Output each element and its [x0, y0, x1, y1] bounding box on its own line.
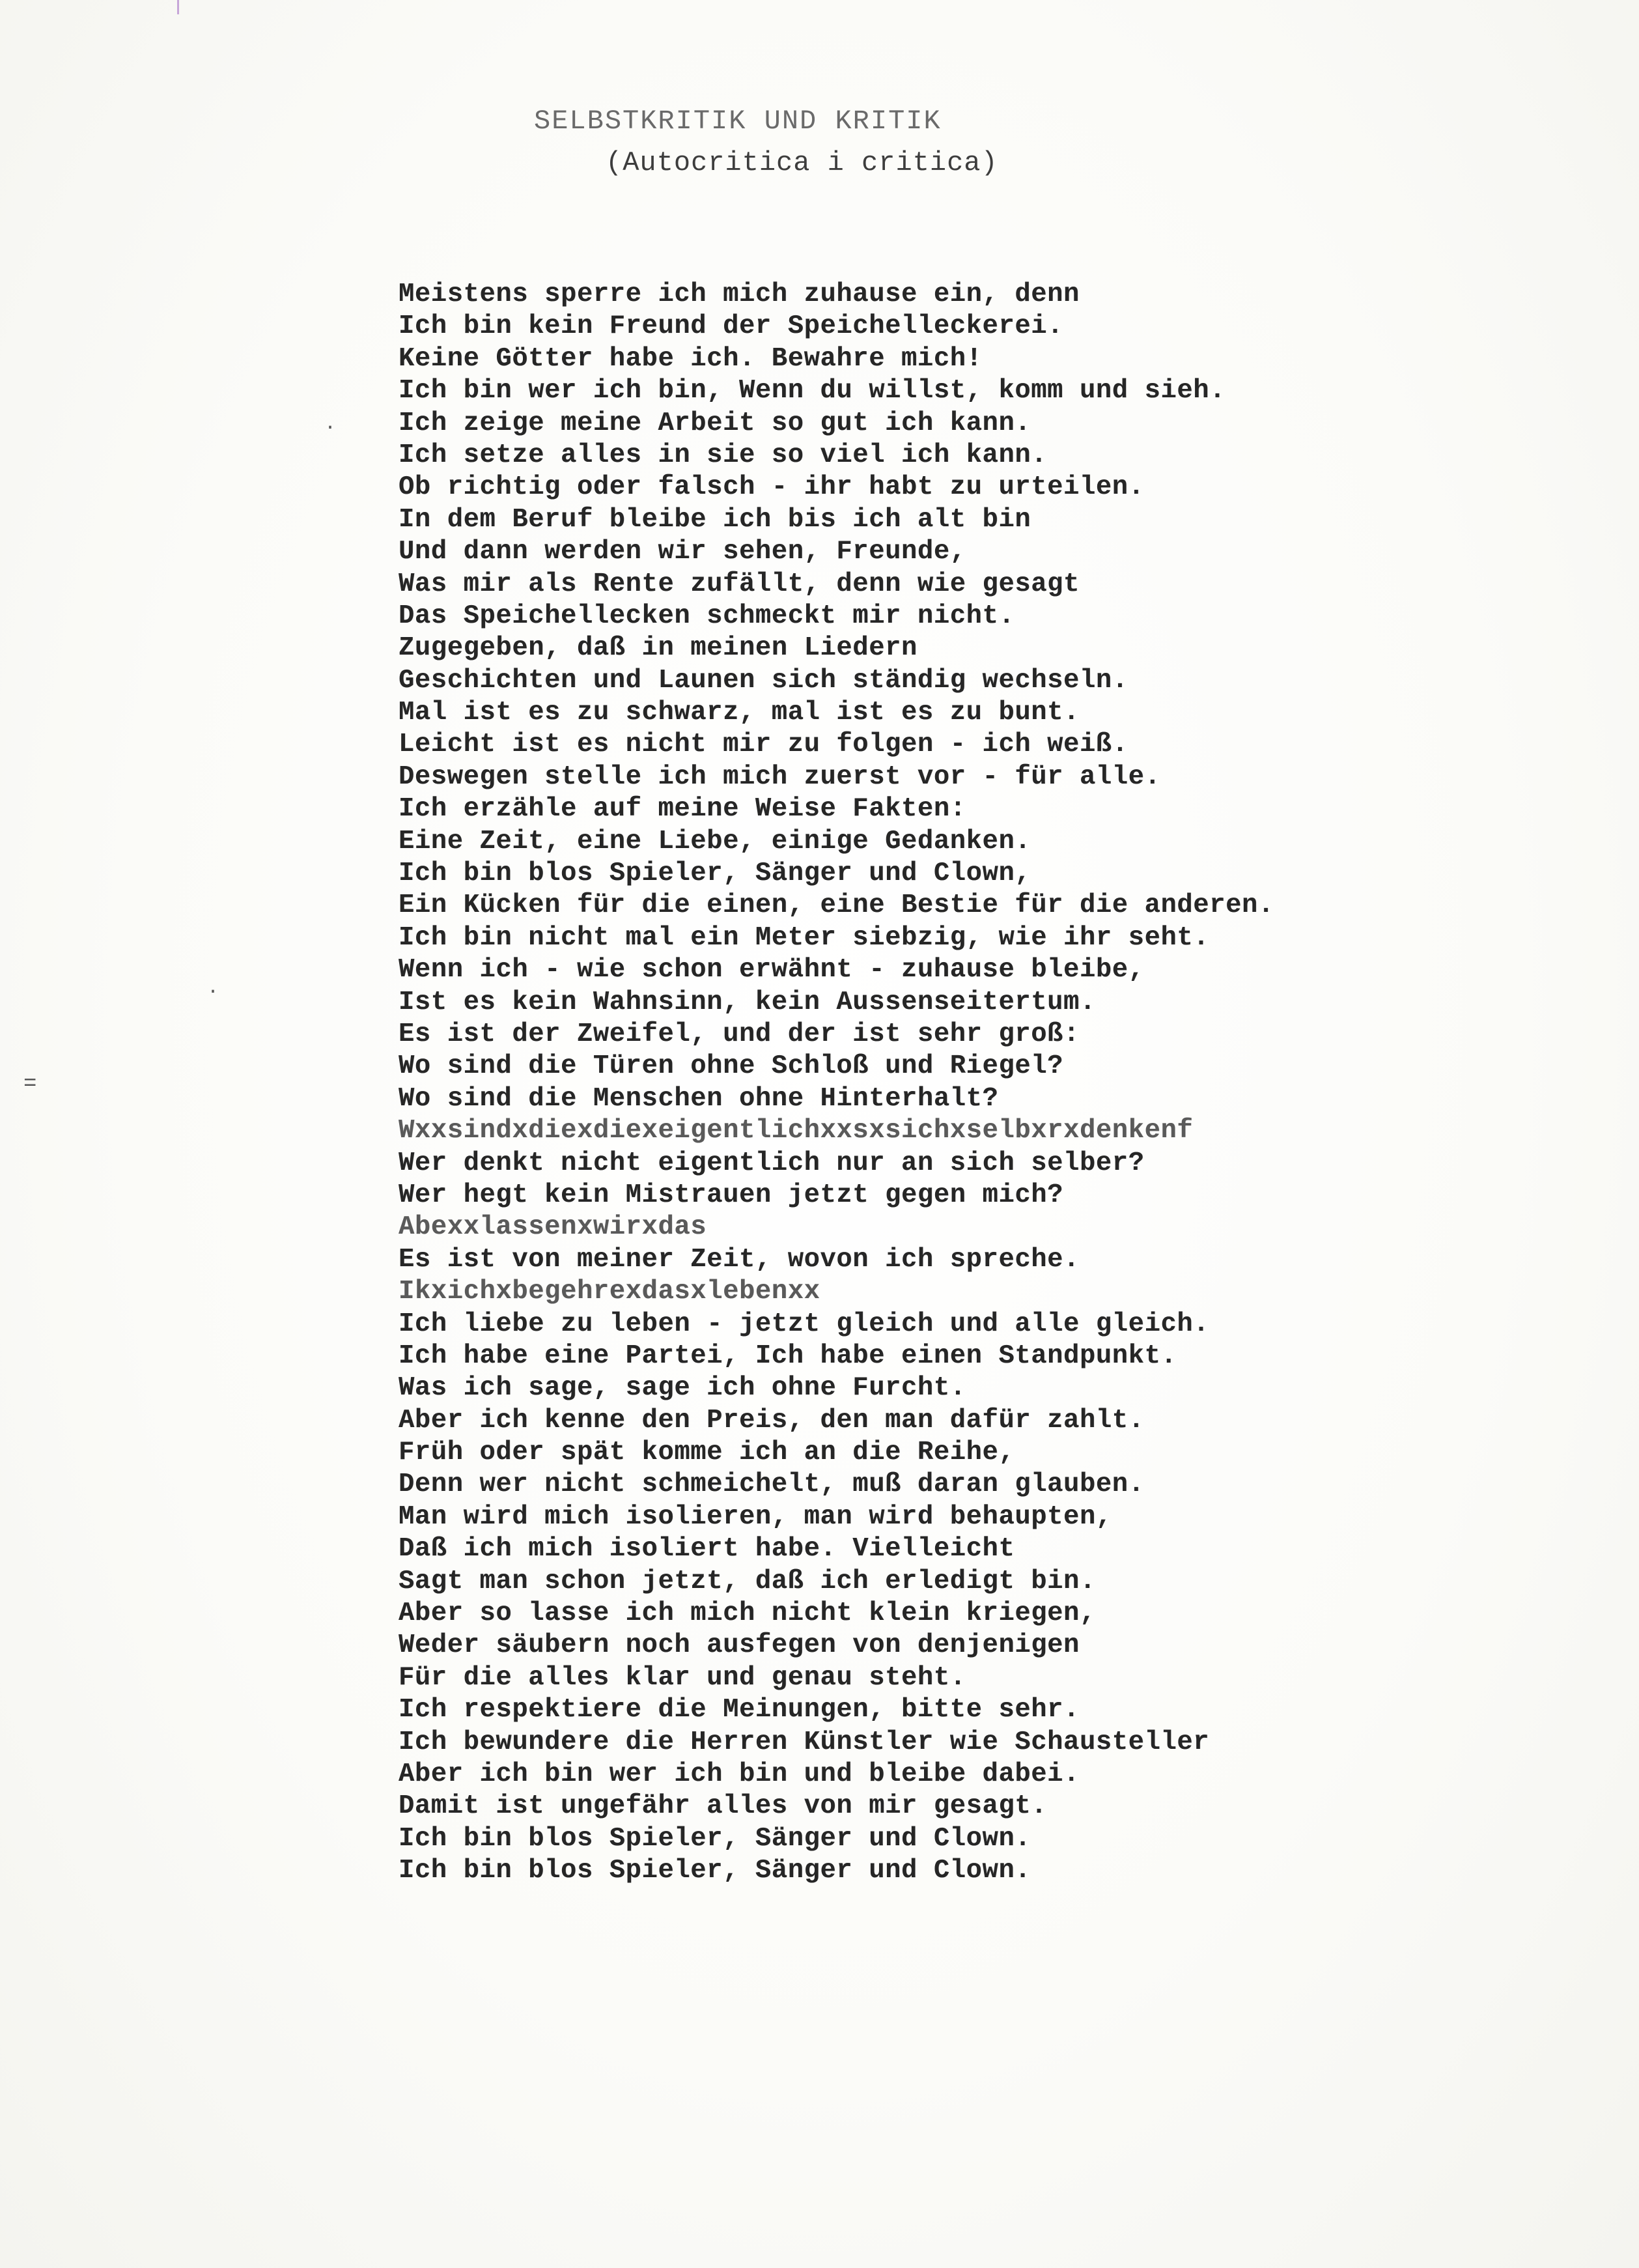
poem-line: Früh oder spät komme ich an die Reihe,: [399, 1438, 1015, 1468]
poem-line: Ich bin blos Spieler, Sänger und Clown.: [399, 1856, 1031, 1886]
poem-line: Ich bin nicht mal ein Meter siebzig, wie ihr seht.: [399, 922, 1210, 953]
poem-line: Denn wer nicht schmeichelt, muß daran glauben.: [399, 1469, 1145, 1500]
poem-line: Das Speichellecken schmeckt mir nicht.: [399, 601, 1015, 631]
poem-line: Man wird mich isolieren, man wird behaupten,: [399, 1501, 1112, 1532]
poem-line: Für die alles klar und genau steht.: [399, 1662, 966, 1693]
poem-line: Eine Zeit, eine Liebe, einige Gedanken.: [399, 826, 1031, 857]
poem-line: Ich bin wer ich bin, Wenn du willst, komm und sieh.: [399, 376, 1226, 406]
poem-line: Ob richtig oder falsch - ihr habt zu urteilen.: [399, 472, 1145, 503]
poem-line: Weder säubern noch ausfegen von denjenigen: [399, 1630, 1080, 1661]
poem-body: [399, 279, 1506, 1888]
poem-line: Ich bin blos Spieler, Sänger und Clown,: [399, 858, 1031, 889]
poem-line: Zugegeben, daß in meinen Liedern: [399, 633, 918, 664]
poem-line: Und dann werden wir sehen, Freunde,: [399, 537, 966, 567]
document-title: SELBSTKRITIK UND KRITIK: [534, 106, 942, 137]
poem-line: Ein Kücken für die einen, eine Bestie für die anderen.: [399, 890, 1274, 921]
poem-line: Ich zeige meine Arbeit so gut ich kann.: [399, 408, 1031, 438]
paper-speck: ·: [207, 981, 219, 1003]
poem-line: Ich bewundere die Herren Künstler wie Schausteller: [399, 1727, 1210, 1757]
poem-line: Sagt man schon jetzt, daß ich erledigt bin.: [399, 1566, 1096, 1596]
document-subtitle: (Autocritica i critica): [606, 147, 998, 178]
struck-out-line: Wxxsindxdiexdiexeigentlichxxsxsichxselbxrxdenkenf: [399, 1116, 1194, 1146]
paper-speck: =: [23, 1072, 37, 1097]
poem-line: Ich habe eine Partei, Ich habe einen Standpunkt.: [399, 1340, 1177, 1371]
poem-line: Aber ich bin wer ich bin und bleibe dabei.: [399, 1759, 1080, 1789]
poem-line: Damit ist ungefähr alles von mir gesagt.: [399, 1791, 1048, 1822]
poem-line: Wer denkt nicht eigentlich nur an sich selber?: [399, 1148, 1145, 1178]
poem-line: Ich bin blos Spieler, Sänger und Clown.: [399, 1823, 1031, 1854]
poem-line: In dem Beruf bleibe ich bis ich alt bin: [399, 504, 1031, 535]
struck-out-line: Ikxichxbegehrexdasxlebenxx: [399, 1277, 820, 1307]
poem-line: Wer hegt kein Mistrauen jetzt gegen mich?: [399, 1180, 1064, 1210]
poem-line: Ich erzähle auf meine Weise Fakten:: [399, 794, 966, 825]
struck-out-line: Abexxlassenxwirxdas: [399, 1212, 707, 1243]
poem-line: Geschichten und Launen sich ständig wechseln.: [399, 665, 1128, 696]
poem-line: Wo sind die Menschen ohne Hinterhalt?: [399, 1083, 999, 1114]
poem-line: Es ist von meiner Zeit, wovon ich spreche.: [399, 1244, 1080, 1275]
poem-line: Daß ich mich isoliert habe. Vielleicht: [399, 1534, 1015, 1565]
paper-speck: ·: [324, 417, 337, 439]
edge-ink-mark: [177, 0, 179, 14]
poem-line: Was mir als Rente zufällt, denn wie gesagt: [399, 569, 1080, 599]
poem-line: Ist es kein Wahnsinn, kein Aussenseitertum.: [399, 987, 1096, 1017]
poem-line: Ich liebe zu leben - jetzt gleich und alle gleich.: [399, 1309, 1210, 1339]
poem-line: Aber so lasse ich mich nicht klein kriegen,: [399, 1598, 1096, 1629]
poem-line: Es ist der Zweifel, und der ist sehr groß:: [399, 1019, 1080, 1049]
poem-line: Was ich sage, sage ich ohne Furcht.: [399, 1373, 966, 1404]
poem-line: Meistens sperre ich mich zuhause ein, denn: [399, 279, 1080, 309]
poem-line: Wenn ich - wie schon erwähnt - zuhause bleibe,: [399, 955, 1145, 985]
poem-line: Ich respektiere die Meinungen, bitte sehr.: [399, 1695, 1080, 1725]
poem-line: Wo sind die Türen ohne Schloß und Riegel?: [399, 1051, 1064, 1082]
poem-line: Ich setze alles in sie so viel ich kann.: [399, 440, 1048, 470]
poem-line: Keine Götter habe ich. Bewahre mich!: [399, 343, 983, 374]
poem-line: Leicht ist es nicht mir zu folgen - ich weiß.: [399, 730, 1128, 760]
poem-line: Aber ich kenne den Preis, den man dafür zahlt.: [399, 1405, 1145, 1436]
poem-line: Mal ist es zu schwarz, mal ist es zu bunt.: [399, 698, 1080, 728]
poem-line: Ich bin kein Freund der Speichelleckerei.: [399, 311, 1064, 342]
poem-line: Deswegen stelle ich mich zuerst vor - für alle.: [399, 761, 1161, 792]
